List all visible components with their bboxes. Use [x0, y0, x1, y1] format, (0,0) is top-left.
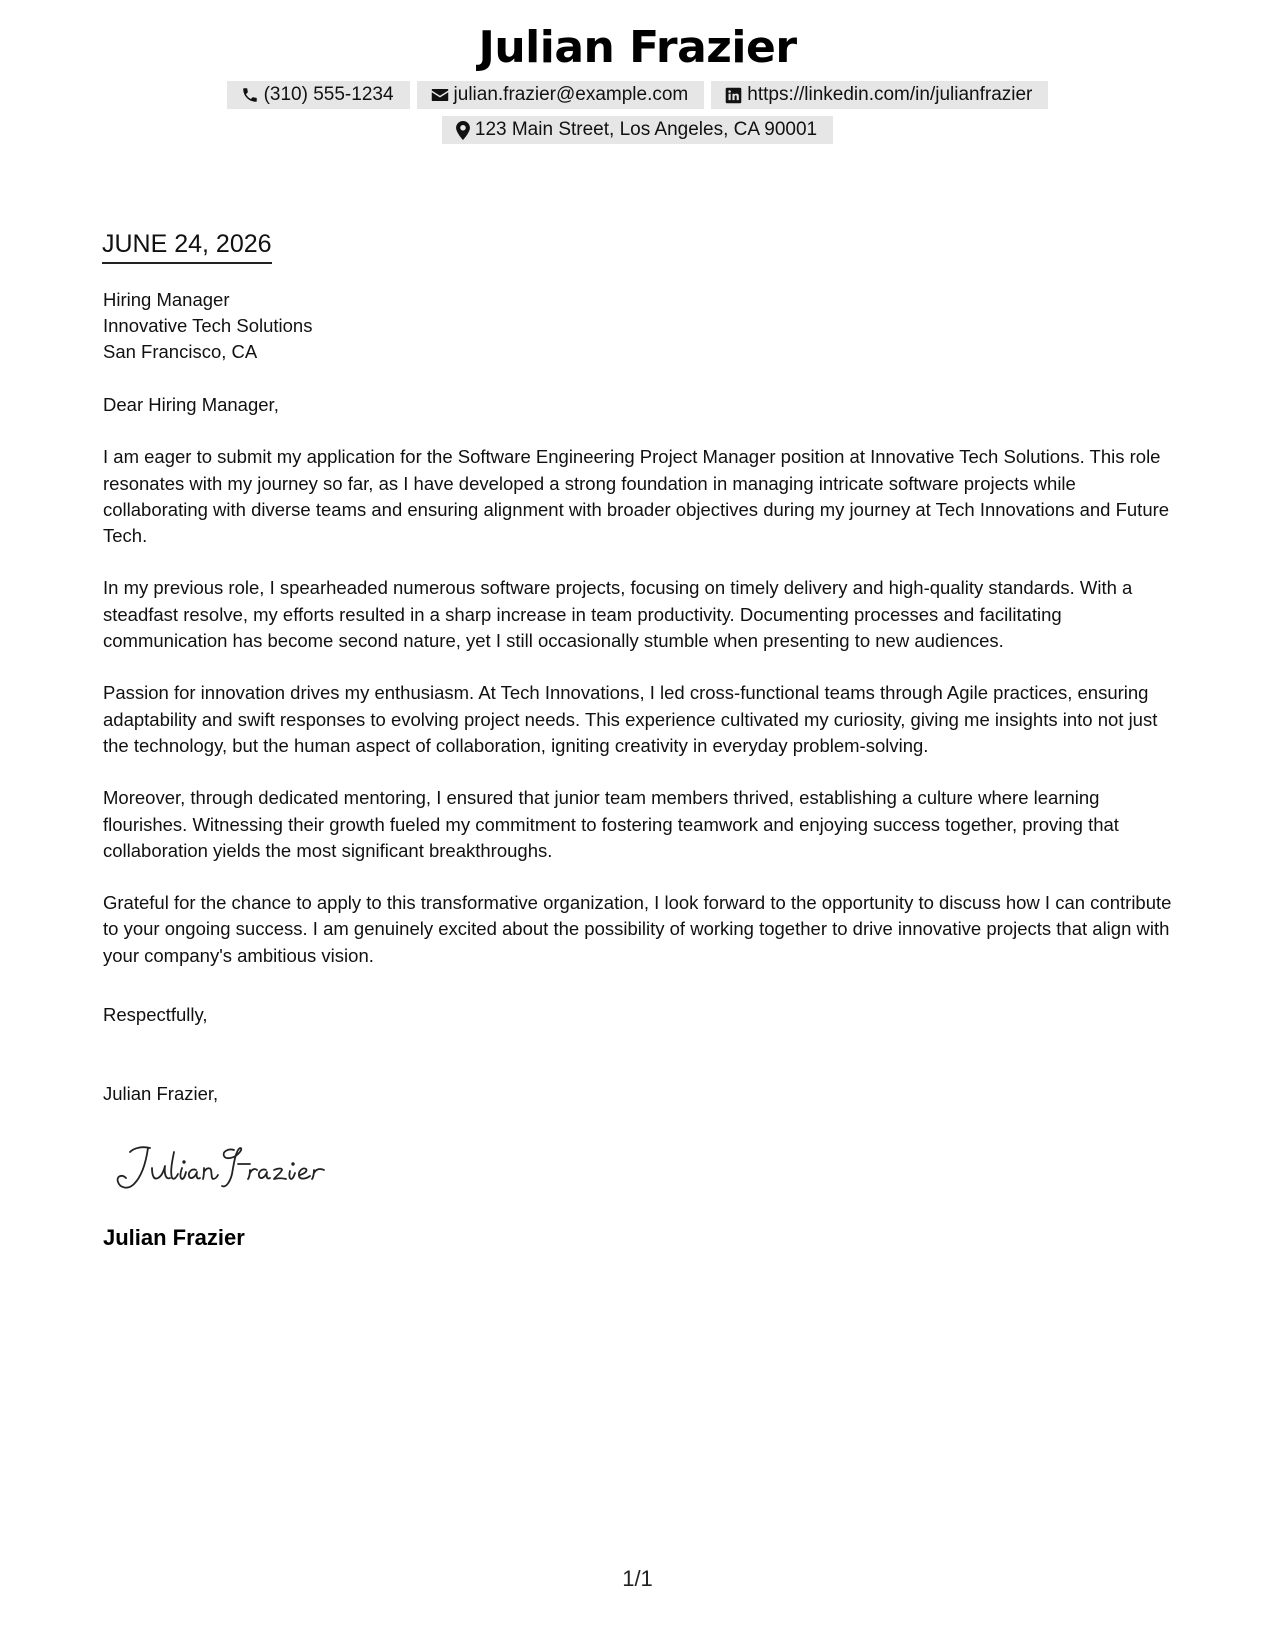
linkedin-icon — [725, 87, 742, 104]
recipient-location: San Francisco, CA — [103, 341, 258, 362]
body-paragraph: Grateful for the chance to apply to this transformative organization, I look forward to the opportunity to discuss how I can contribute to your ongoing success. I am genuinely excited about the possibility of working together to drive innovative projects that align with your company's ambitious vision. — [103, 892, 1172, 966]
body-paragraph: I am eager to submit my application for the Software Engineering Project Manager position at Innovative Tech Solutions. This role resonates with my journey so far, as I have developed a strong foundation in managing intricate software projects while collaborating with diverse teams and ensuring alignment with broader objectives during my journey at Tech Innovations and Future Tech. — [103, 446, 1170, 547]
letter-date: JUNE 24, 2026 — [102, 228, 272, 264]
letter-body — [103, 392, 1178, 995]
address-chip — [442, 116, 833, 144]
address-row — [0, 116, 1275, 144]
envelope-icon — [431, 87, 449, 103]
body-paragraph: Moreover, through dedicated mentoring, I ensured that junior team members thrived, establishing a culture where learning flourishes. Witnessing their growth fueled my commitment to fostering teamwork and enjoying success together, proving that collaboration yields the most significant breakthroughs. — [103, 787, 1119, 861]
letter-header — [0, 18, 1275, 144]
phone-chip — [227, 81, 410, 109]
phone-icon — [241, 86, 259, 104]
body-paragraph: In my previous role, I spearheaded numerous software projects, focusing on timely delivery and high-quality standards. With a steadfast resolve, my efforts resulted in a sharp increase in team productivity. Documenting processes and facilitating communication has become second nature, yet I still occasionally stumble when presenting to new audiences. — [103, 577, 1133, 652]
signer-line: Julian Frazier, — [103, 1083, 219, 1104]
body-paragraph: Passion for innovation drives my enthusiasm. At Tech Innovations, I led cross-functional teams through Agile practices, ensuring adaptability and swift responses to evolving project needs. This experience cultivated my curiosity, giving me insights into not just the technology, but the human aspect of collaboration, igniting creativity in everyday problem-solving. — [103, 682, 1158, 756]
linkedin-chip — [711, 81, 1048, 109]
closing: Respectfully, — [103, 1004, 208, 1025]
signature-graphic — [112, 1138, 342, 1198]
handwritten-signature — [112, 1138, 342, 1203]
email-chip — [417, 81, 705, 109]
map-pin-icon — [456, 121, 470, 140]
recipient-block — [103, 287, 312, 365]
phone-text: (310) 555-1234 — [263, 84, 394, 105]
printed-name: Julian Frazier — [103, 1225, 245, 1250]
recipient-company: Innovative Tech Solutions — [103, 315, 313, 336]
recipient-title: Hiring Manager — [103, 289, 230, 310]
email-text: julian.frazier@example.com — [453, 84, 689, 105]
contact-row — [0, 81, 1275, 109]
page-number: 1/1 — [622, 1566, 653, 1591]
linkedin-text: https://linkedin.com/in/julianfrazier — [747, 84, 1033, 105]
address-text: 123 Main Street, Los Angeles, CA 90001 — [474, 119, 818, 140]
applicant-name: Julian Frazier — [478, 22, 797, 73]
salutation: Dear Hiring Manager, — [103, 394, 279, 415]
